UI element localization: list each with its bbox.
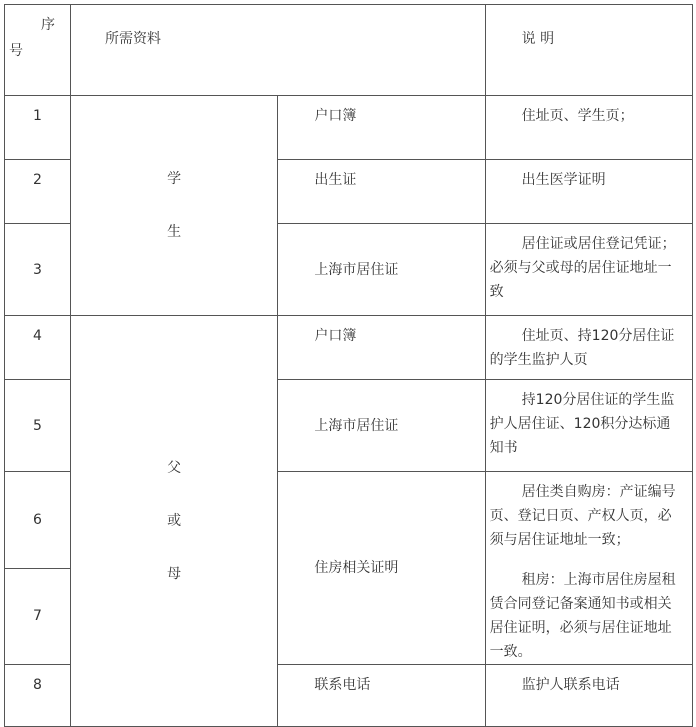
row-desc-text: 住址页、学生页； [521, 108, 634, 124]
table-row [5, 96, 693, 160]
row-item: 住房相关证明 [278, 472, 485, 665]
row-desc [485, 316, 692, 380]
row-desc-text: 租房：上海市居住房屋租赁合同登记备案通知书或相关居住证明，必须与居住证地址一致。 [489, 572, 676, 660]
row-desc-text: 居住证或居住登记凭证；必须与父或母的居住证地址一致 [489, 236, 676, 300]
row-desc [485, 665, 692, 727]
header-documents: 所需资料 [71, 5, 486, 96]
row-desc [485, 160, 692, 224]
row-item: 出生证 [278, 160, 485, 224]
row-seq: 7 [5, 568, 71, 665]
row-desc-text: 住址页、持120分居住证的学生监护人页 [489, 328, 675, 368]
row-item: 户口簿 [278, 316, 485, 380]
header-seq [5, 5, 71, 96]
header-description: 说 明 [485, 5, 692, 96]
table-row [5, 316, 693, 380]
group-parent-char: 或 [167, 513, 182, 529]
row-seq: 5 [5, 380, 71, 472]
row-seq: 3 [5, 224, 71, 316]
group-student-char: 生 [167, 224, 182, 240]
group-parent-char: 父 [167, 460, 182, 476]
group-student-char: 学 [167, 171, 182, 187]
row-item: 户口簿 [278, 96, 485, 160]
row-desc [485, 224, 692, 316]
row-desc-text: 居住类自购房：产证编号页、登记日页、产权人页，必须与居住证地址一致； [489, 484, 676, 548]
row-desc [485, 472, 692, 665]
group-parent-char: 母 [167, 566, 182, 582]
required-documents-table [4, 4, 693, 727]
row-item: 上海市居住证 [278, 224, 485, 316]
row-desc-text: 持120分居住证的学生监护人居住证、120积分达标通知书 [489, 392, 675, 456]
row-item: 联系电话 [278, 665, 485, 727]
group-student [71, 96, 278, 316]
row-seq: 4 [5, 316, 71, 380]
table-header-row [5, 5, 693, 96]
row-seq: 6 [5, 472, 71, 569]
row-seq: 2 [5, 160, 71, 224]
row-desc-text: 监护人联系电话 [521, 677, 620, 693]
row-seq: 8 [5, 665, 71, 727]
header-seq-bottom: 号 [9, 43, 23, 59]
row-seq: 1 [5, 96, 71, 160]
group-parent [71, 316, 278, 727]
header-seq-top: 序 [41, 17, 55, 33]
row-desc [485, 380, 692, 472]
row-item: 上海市居住证 [278, 380, 485, 472]
row-desc-text: 出生医学证明 [521, 172, 606, 188]
row-desc [485, 96, 692, 160]
